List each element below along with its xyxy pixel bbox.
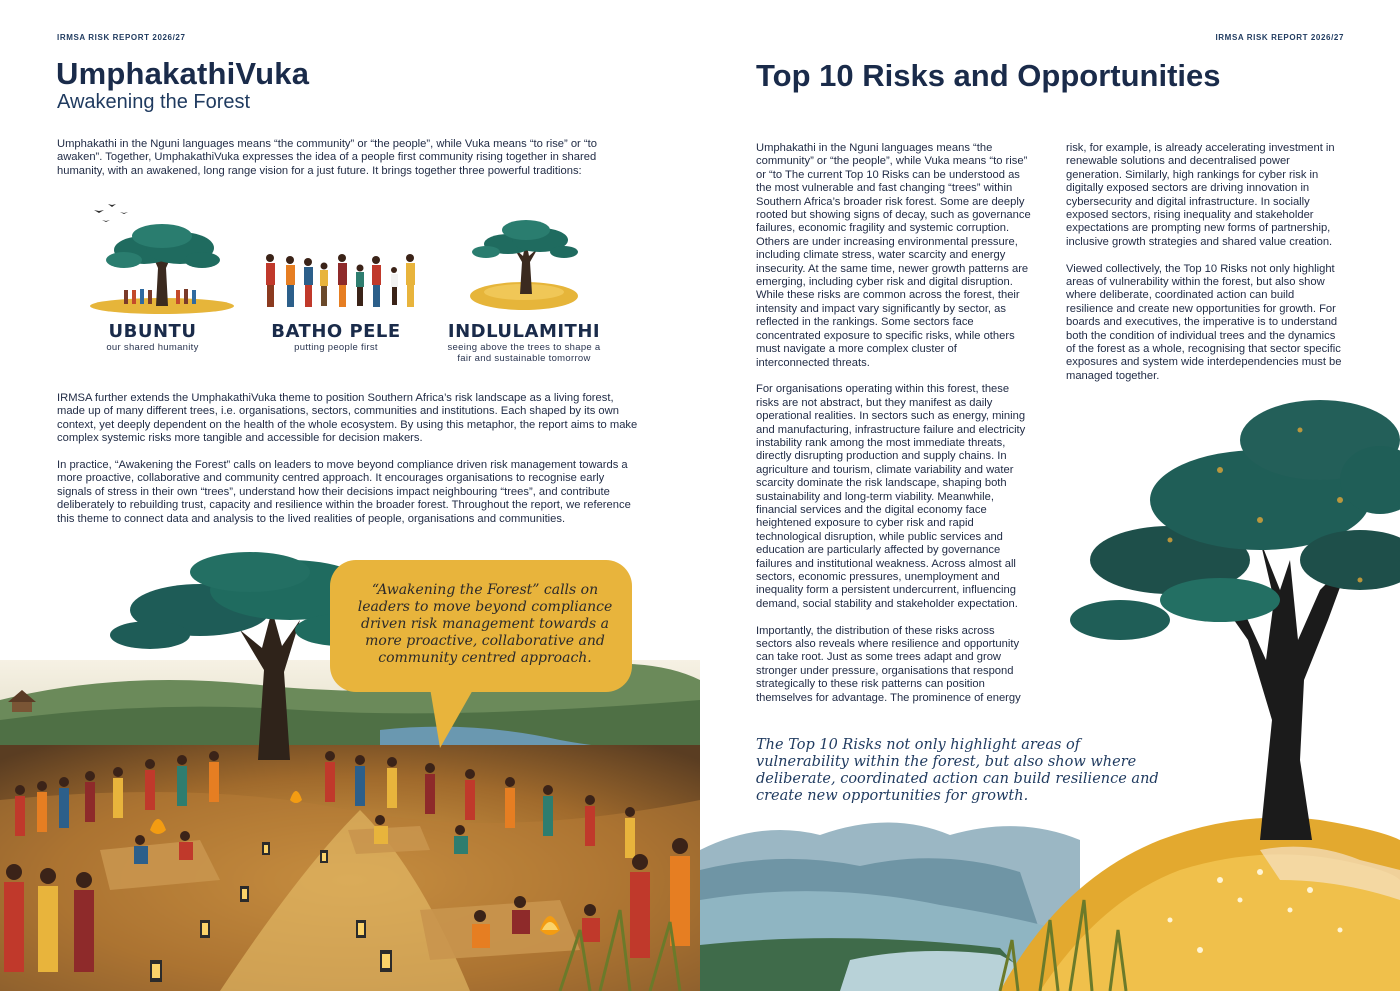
concept-title: BATHO PELE [271, 321, 401, 342]
page-subtitle: Awakening the Forest [57, 91, 251, 113]
page-title: UmphakathiVuka [56, 56, 310, 91]
concept-subtitle: putting people first [294, 342, 378, 353]
body-paragraph: risk, for example, is already accelerating investment in renewable solutions and decentralised power generation. Similarly, high rankings for cyber risk in digitally exposed sectors are driving innovation in cybersecurity and digital infrastructure. In socially exposed sectors, rising inequality and stakeholder expectations are prompting new forms of partnership, inclusive growth strategies and shared value creation. [1066, 142, 1335, 248]
text-column-1 [756, 142, 1032, 718]
body-paragraph: Umphakathi in the Nguni languages means “the community” or “the people”, while Vuka means “to rise” or “to The current Top 10 Risks can be understood as the most vulnerable and fast changing “trees” within Southern Africa’s broader risk forest. Some are deeply rooted but showing signs of decay, such as governance failures, economic fragility and systemic corruption. Others are under increasing environmental pressure, including climate stress, water scarcity and energy insecurity. At the same time, newer growth patterns are emerging, including cyber risk and digital disruption. While these risks are common across the forest, their intensity and impact vary significantly by sector, as reflected in the rankings. Some sectors face concentrated exposure to specific risks, while others must navigate a more complex cluster of interconnected threats. [756, 142, 1031, 369]
concept-batho-pele [262, 322, 410, 353]
concept-subtitle: seeing above the trees to shape a fair and sustainable tomorrow [447, 342, 601, 364]
section-title: Top 10 Risks and Opportunities [756, 58, 1221, 93]
pull-quote: The Top 10 Risks not only highlight areas of vulnerability within the forest, but also show where deliberate, coordinated action can build resilience and create new opportunities for growth. [756, 737, 1159, 804]
body-paragraph: For organisations operating within this forest, these risks are not abstract, but they manifest as daily operational realities. In sectors such as energy, mining and manufacturing, infrastructure failure and electricity instability rank among the most immediate threats, directly disrupting production and supply chains. In agriculture and tourism, climate variability and water scarcity dominate the risk landscape, shaping both sustainability and long-term viability. Meanwhile, financial services and the digital economy face heightened exposure to cyber risk and rapid technological disruption, while public services and education are particularly affected by governance failures and institutional weakness. Across almost all sectors, economic pressures, unemployment and inequality form a persistent undercurrent, influencing demand, social stability and stakeholder expectation. [756, 383, 1026, 610]
body-paragraph: Viewed collectively, the Top 10 Risks not only highlight areas of vulnerability within the forest, but also show where deliberate, coordinated action can build resilience and create new opportunities for growth. For boards and executives, the imperative is to understand both the condition of individual trees and the dynamics of the forest as a whole, recognising that sector specific exposures and system wide interdependencies must be managed together. [1066, 262, 1342, 382]
bubble-quote: “Awakening the Forest” calls on leaders to move beyond compliance driven risk management towards a more proactive, collaborative and community centred approach. [357, 582, 613, 666]
ubuntu-tree-illustration [84, 198, 236, 316]
batho-pele-people-illustration [262, 250, 422, 314]
right-page [700, 0, 1400, 991]
intro-paragraph: Umphakathi in the Nguni languages means “the community” or “the people”, while Vuka means “to rise” or “to awaken”. Together, UmphakathiVuka expresses the idea of a people first community rising together in shared humanity, with an awakened, long range vision for a just future. It brings together three powerful traditions: [57, 138, 597, 177]
body-paragraph: IRMSA further extends the UmphakathiVuka theme to position Southern Africa’s risk landscape as a living forest, made up of many different trees, i.e. organisations, sectors, communities and institutions. Each shaped by its own context, yet deeply dependent on the health of the whole ecosystem. By using this metaphor, the report aims to make complex systemic risks more tangible and accessible for decision makers. [57, 392, 638, 445]
running-head-left: IRMSA RISK REPORT 2026/27 [57, 33, 186, 42]
running-head-right: IRMSA RISK REPORT 2026/27 [1215, 33, 1344, 42]
concept-title: UBUNTU [108, 321, 197, 342]
body-paragraph: In practice, “Awakening the Forest” calls on leaders to move beyond compliance driven risk management towards a more proactive, collaborative and community centred approach. It encourages organisations to recognise early signals of stress in their own “trees”, understand how their decisions impact neighbouring “trees”, and contribute deliberately to rebuilding trust, capacity and resilience within the broader forest. Throughout the report, we reference this theme to connect data and analysis to the lived realities of people, organisations and communities. [57, 459, 631, 525]
text-column-2 [1066, 142, 1342, 397]
concept-ubuntu [80, 322, 225, 353]
indlulamithi-tree-illustration [468, 208, 580, 312]
concept-indlulamithi [446, 322, 602, 364]
body-paragraph: Importantly, the distribution of these risks across sectors also reveals where resilience and opportunity can take root. Just as some trees adapt and grow stronger under pressure, organisations that respond strategically to these risk patterns can position themselves for advantage. The prominence of energy [756, 624, 1021, 704]
concept-title: INDLULAMITHI [447, 321, 601, 342]
speech-bubble-tail [430, 688, 480, 750]
concept-subtitle: our shared humanity [106, 342, 199, 353]
